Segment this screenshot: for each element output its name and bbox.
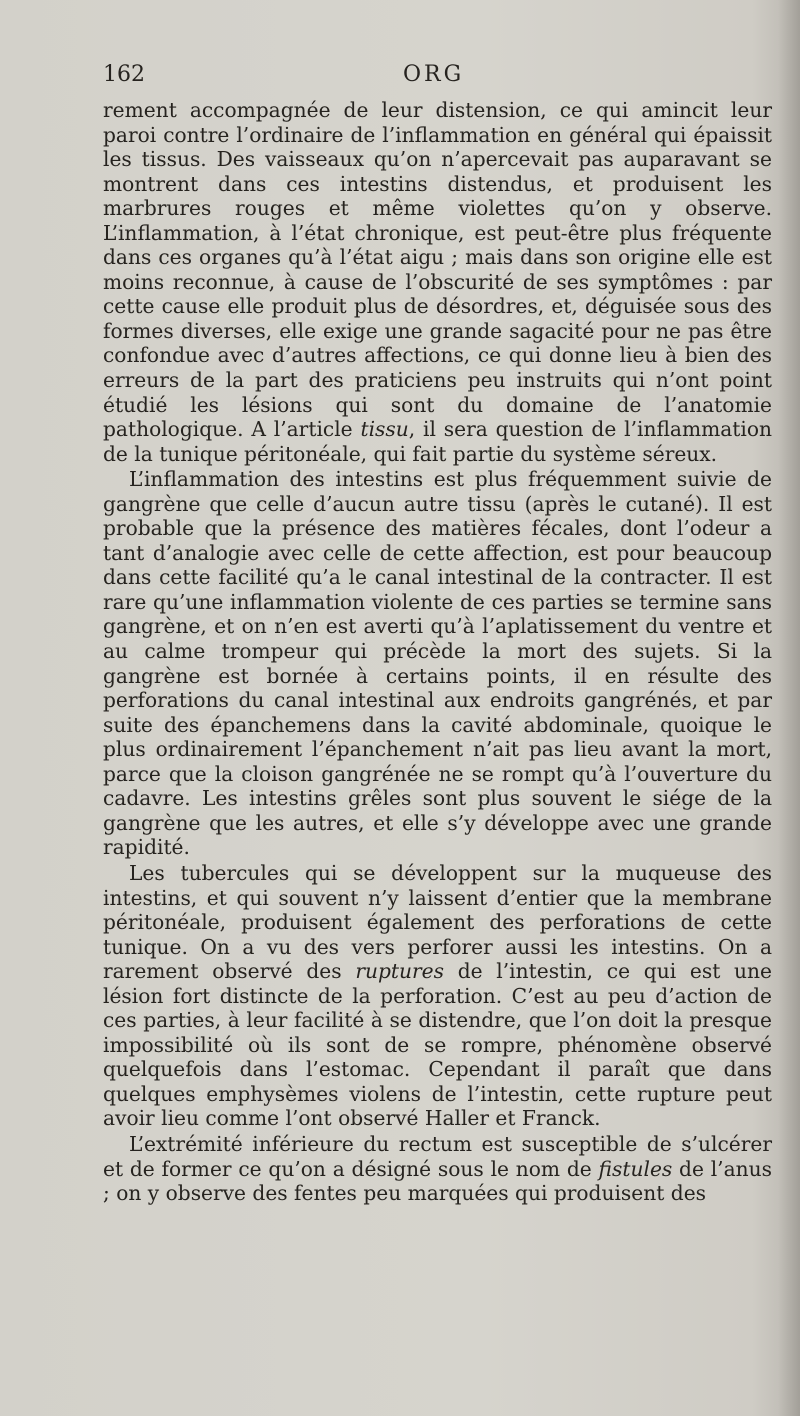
running-head: ORG [403,62,465,87]
paragraph-1 [103,98,772,466]
italic-term-ruptures: ruptures [355,959,444,984]
text-run: de l’anus ; on y observe des fentes peu marquées qui produisent des [103,1156,772,1206]
text-run: rement accompagnée de leur distension, ce qui amincit leur paroi contre l’ordinaire de l’inflammation en général qui épaissit les tissus. Des vaisseaux qu’on n’apercevait pas auparavant se montrent dans ces intestins distendus, et produisent les marbrures rouges et même violettes qu’on y observe. L’inflammation, à l’état chronique, est peut-être plus fréquente dans ces organes qu’à l’état aigu ; mais dans son origine elle est moins reconnue, à cause de l’obscurité de ses symptômes : par cette cause elle produit plus de désordres, et, déguisée sous des formes diverses, elle exige une grande sagacité pour ne pas être confondue avec d’autres affections, ce qui donne lieu à bien des erreurs de la part des praticiens peu instruits qui n’ont point étudié les lésions qui sont du domaine de l’anatomie pathologique. A l’article [103,98,772,442]
italic-term-fistules: fistules [598,1156,673,1181]
page-number: 162 [103,62,145,87]
paragraph-3 [103,861,772,1131]
text-run: Les tubercules qui se développent sur la muqueuse des intestins, et qui souvent n’y laissent d’entier que la membrane péritonéale, produisent également des perforations de cette tunique. On a vu des vers perforer aussi les intestins. On a rarement observé des [103,860,772,984]
text-run: L’inflammation des intestins est plus fréquemment suivie de gangrène que celle d’aucun autre tissu (après le cutané). Il est probable que la présence des matières fécales, dont l’odeur a tant d’analogie avec celle de cette affection, est pour beaucoup dans cette facilité qu’a le canal intestinal de la contracter. Il est rare qu’une inflammation violente de ces parties se termine sans gangrène, et on n’en est averti qu’à l’aplatissement du ventre et au calme trompeur qui précède la mort des sujets. Si la gangrène est bornée à certains points, il en résulte des perforations du canal intestinal aux endroits gangrénés, et par suite des épanchemens dans la cavité abdominale, quoique le plus ordinairement l’épanchement n’ait pas lieu avant la mort, parce que la cloison gangrénée ne se rompt qu’à l’ouverture du cadavre. Les intestins grêles sont plus souvent le siége de la gangrène que les autres, et elle s’y développe avec une grande rapidité. [103,467,772,860]
paragraph-4 [103,1132,772,1206]
page-header [103,62,772,98]
paragraph-2 [103,467,772,860]
italic-term-tissu: tissu [360,417,409,442]
text-run: L’extrémité inférieure du rectum est susceptible de s’ulcérer et de former ce qu’on a désigné sous le nom de [103,1131,772,1181]
text-run: , il sera question de l’inflammation de la tunique péritonéale, qui fait partie du système séreux. [103,417,772,466]
text-run: de l’intestin, ce qui est une lésion fort distincte de la perforation. C’est au peu d’action de ces parties, à leur facilité à se distendre, que l’on doit la presque impossibilité où ils sont de se rompre, phénomène observé quelquefois dans l’estomac. Cependant il paraît que dans quelques emphysèmes violens de l’intestin, cette rupture peut avoir lieu comme l’ont observé Haller et Franck. [103,959,772,1131]
body-text [103,98,772,1206]
